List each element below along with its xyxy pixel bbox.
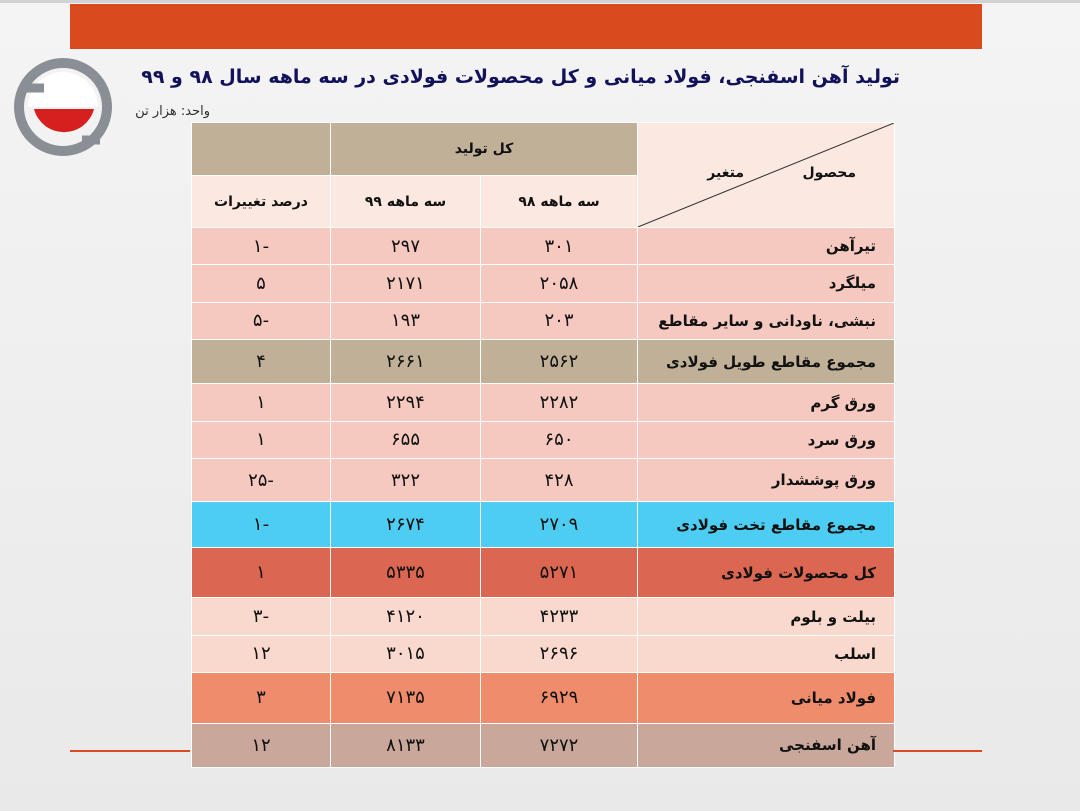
unit-label: واحد: هزار تن <box>135 104 210 119</box>
row-value-99: ۲۶۷۴ <box>331 502 481 547</box>
row-change-percent: ۱۲ <box>192 635 331 672</box>
table-row-subtotal <box>192 339 895 383</box>
row-value-99: ۲۹۷ <box>331 227 481 264</box>
row-change-percent: ۱ <box>192 547 331 597</box>
row-change-percent: ۱ <box>192 384 331 421</box>
row-change-percent: ۳ <box>192 673 331 723</box>
row-value-99: ۴۱۲۰ <box>331 598 481 635</box>
header-col-99: سه ماهه ۹۹ <box>331 176 481 227</box>
row-product-name: تیرآهن <box>638 227 895 264</box>
row-product-name: کل محصولات فولادی <box>638 547 895 597</box>
row-product-name: فولاد میانی <box>638 673 895 723</box>
row-change-percent: -۱ <box>192 227 331 264</box>
row-value-98: ۴۲۸ <box>481 459 638 502</box>
row-change-percent: ۵ <box>192 265 331 302</box>
row-value-99: ۱۹۳ <box>331 302 481 339</box>
table-row <box>192 635 895 672</box>
row-product-name: نبشی، ناودانی و سایر مقاطع <box>638 302 895 339</box>
page-title: تولید آهن اسفنجی، فولاد میانی و کل محصولات فولادی در سه ماهه سال ۹۸ و ۹۹ <box>141 66 900 88</box>
header-total-production: کل تولید <box>331 123 638 176</box>
row-value-98: ۲۶۹۶ <box>481 635 638 672</box>
footer-rule-left <box>70 750 190 752</box>
row-value-99: ۳۲۲ <box>331 459 481 502</box>
header-product-variable <box>638 123 895 228</box>
row-value-99: ۷۱۳۵ <box>331 673 481 723</box>
row-value-98: ۴۲۳۳ <box>481 598 638 635</box>
row-change-percent: -۳ <box>192 598 331 635</box>
row-change-percent: ۱۲ <box>192 723 331 767</box>
header-col-pct: درصد تغییرات <box>192 176 331 227</box>
row-product-name: ورق سرد <box>638 421 895 458</box>
row-change-percent: ۱ <box>192 421 331 458</box>
table-row <box>192 421 895 458</box>
table-row-total <box>192 547 895 597</box>
row-value-98: ۲۲۸۲ <box>481 384 638 421</box>
table-row-subtotal <box>192 673 895 723</box>
row-product-name: آهن اسفنجی <box>638 723 895 767</box>
row-change-percent: -۵ <box>192 302 331 339</box>
header-total-blank <box>192 123 331 176</box>
row-product-name: میلگرد <box>638 265 895 302</box>
table-row-total <box>192 723 895 767</box>
row-value-99: ۳۰۱۵ <box>331 635 481 672</box>
table-row <box>192 302 895 339</box>
header-product-label: محصول <box>802 165 857 181</box>
row-value-98: ۶۹۲۹ <box>481 673 638 723</box>
row-value-99: ۲۱۷۱ <box>331 265 481 302</box>
header-col-98: سه ماهه ۹۸ <box>481 176 638 227</box>
logo <box>14 58 112 156</box>
row-change-percent: ۴ <box>192 339 331 383</box>
row-value-98: ۷۲۷۲ <box>481 723 638 767</box>
row-value-98: ۵۲۷۱ <box>481 547 638 597</box>
table-row-subtotal <box>192 502 895 547</box>
row-value-99: ۲۶۶۱ <box>331 339 481 383</box>
row-value-98: ۲۰۵۸ <box>481 265 638 302</box>
row-product-name: بیلت و بلوم <box>638 598 895 635</box>
row-product-name: مجموع مقاطع طویل فولادی <box>638 339 895 383</box>
footer-rule-right <box>893 750 982 752</box>
row-value-99: ۲۲۹۴ <box>331 384 481 421</box>
row-change-percent: -۱ <box>192 502 331 547</box>
table-row <box>192 265 895 302</box>
table-row <box>192 384 895 421</box>
row-product-name: مجموع مقاطع تخت فولادی <box>638 502 895 547</box>
row-value-98: ۶۵۰ <box>481 421 638 458</box>
top-rule <box>0 0 1080 3</box>
row-value-99: ۵۳۳۵ <box>331 547 481 597</box>
header-variable-label: متغیر <box>707 165 745 181</box>
row-value-98: ۲۵۶۲ <box>481 339 638 383</box>
row-product-name: ورق پوششدار <box>638 459 895 502</box>
row-value-98: ۲۰۳ <box>481 302 638 339</box>
table-row <box>192 598 895 635</box>
table-row <box>192 459 895 502</box>
row-product-name: اسلب <box>638 635 895 672</box>
row-change-percent: -۲۵ <box>192 459 331 502</box>
row-product-name: ورق گرم <box>638 384 895 421</box>
row-value-98: ۳۰۱ <box>481 227 638 264</box>
production-table <box>191 122 895 768</box>
row-value-99: ۶۵۵ <box>331 421 481 458</box>
table-row <box>192 227 895 264</box>
header-banner <box>70 4 982 49</box>
row-value-99: ۸۱۳۳ <box>331 723 481 767</box>
row-value-98: ۲۷۰۹ <box>481 502 638 547</box>
